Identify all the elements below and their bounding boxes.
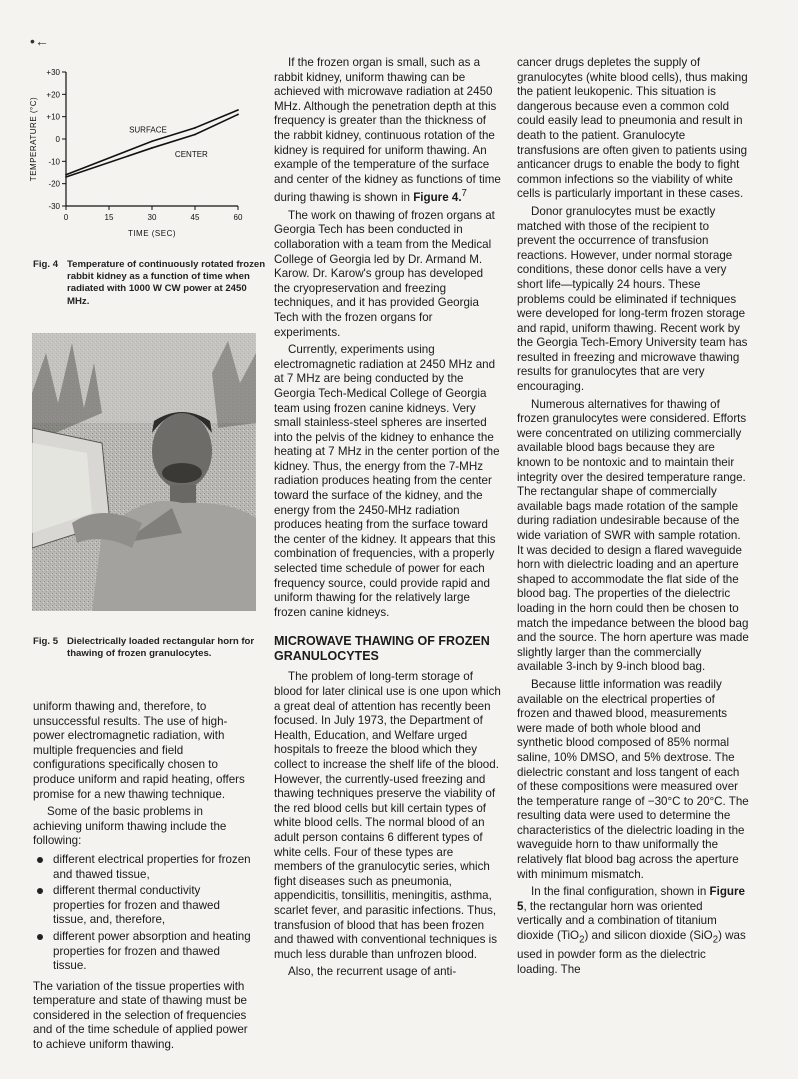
- x-axis-label: TIME (SEC): [127, 229, 177, 238]
- col3-p5-text-d: ) was used in powder form as the dielectric loading. The: [517, 929, 746, 976]
- list-item: different electrical properties for frozen and thawed tissue,: [33, 853, 255, 882]
- data-point: [194, 134, 196, 136]
- x-tick-label: 30: [147, 213, 157, 222]
- x-tick-label: 0: [63, 213, 69, 222]
- col1-paragraph-1: uniform thawing and, therefore, to unsuccessful results. The use of high-power electromagnetic radiation, with multiple frequencies and field configurations specifically chosen to produce uniform and rapid heating, offers promise for a new thawing technique.: [33, 700, 245, 801]
- col3-p5-text-a: In the final configuration, shown in: [531, 885, 707, 899]
- fig5-caption-text: Dielectrically loaded rectangular horn for thawing of frozen granulocytes.: [67, 636, 255, 660]
- horn-photo: [32, 333, 256, 611]
- figure-4-ref: Figure 4.: [413, 191, 462, 205]
- col3-paragraph-4: Because little information was readily available on the electrical properties of frozen and thawed blood, measurements were made of both whole blood and synthetic blood composed of 85% normal saline, 10% DMSO, and 5% dextrose. The dielectric constant and loss tangent of each of these compositions were measured over the temperature range of −30°C to 20°C. The resulting data were used to determine the characteristics of the dielectric loading in the waveguide horn to thaw uniformally the relatively flat blood bag across the aperture with minimum mismatch.: [517, 677, 749, 881]
- list-item: different thermal conductivity properties for frozen and thawed tissue, and, therefore,: [33, 884, 255, 928]
- x-tick-label: 15: [104, 213, 114, 222]
- x-tick-label: 60: [233, 213, 243, 222]
- y-tick-label: +30: [46, 68, 60, 77]
- data-point: [237, 114, 239, 116]
- problems-list: [33, 853, 255, 974]
- footnote-ref: 7: [461, 188, 467, 200]
- fig4-caption-text: Temperature of continuously rotated frozen rabbit kidney as a function of time when radiated with 1000 W CW power at 2450 MHz.: [67, 259, 266, 307]
- y-tick-label: -10: [48, 157, 60, 167]
- fig4-caption-label: Fig. 4: [33, 259, 59, 270]
- col3-paragraph-1: cancer drugs depletes the supply of granulocytes (white blood cells), thus making the patient leukopenic. This situation is dangerous because even a common cold could easily lead to pneumonia and result in death to the patient. Granulocyte transfusions are often given to patients using anticancer drugs to enable the body to fight common infections so the viability of white cells is particularly important in these cases.: [517, 56, 748, 201]
- col2-paragraph-4: The problem of long-term storage of blood for later clinical use is one upon which a great deal of attention has recently been focused. In July 1973, the Department of Health, Education, and Welfare urged hospitals to freeze the blood which they collect to increase the shelf life of the blood. However, the currently-used freezing and thawing techniques preserve the viability of the red blood cells but kill certain types of white blood cells. The normal blood of an adult person contains 6 different types of white cells. Four of these types are members of the granulocytic series, which fight diseases such as pneumonia, appendicitis, tonsillitis, meningitis, asthma, scarlet fever, and parasitic infections. Thus, transfusion of blood that has been frozen and thawed with conventional techniques is much less durable than unfrozen blood.: [274, 670, 501, 961]
- y-tick-label: 0: [55, 135, 60, 144]
- fig5-caption: [33, 636, 267, 660]
- col3-p5-text-b: , the rectangular horn was oriented vertically and a combination of titanium dioxide (TiO: [517, 899, 717, 943]
- temperature-chart: [26, 62, 256, 240]
- section-heading: MICROWAVE THAWING OF FROZEN GRANULOCYTES: [274, 634, 490, 664]
- col3-paragraph-3: Numerous alternatives for thawing of frozen granulocytes were considered. Efforts were concentrated on utilizing commercially available blood bags because they are known to be nontoxic and to maintain their integrity over the desired temperature range. The rectangular shape of commercially available bags made rotation of the sample during radiation undesirable because of the wide variation of SWR with sample rotation. It was decided to design a flared waveguide horn with dielectric loading and an aperture shaped to accommodate the flat side of the blood bag. The properties of the dielectric loading in the horn could then be chosen to match the impedance between the blood bag and the source. The horn aperture was made slightly larger than the commercially available 3-inch by 9-inch blood bag.: [517, 397, 749, 674]
- col2-paragraph-2: The work on thawing of frozen organs at Georgia Tech has been conducted in collaboration with a team from the Medical College of Georgia led by Dr. Armand M. Karow. Dr. Karow's group has developed the cryopreservation and freezing techniques, and it has provided Georgia Tech with the frozen organs for experiments.: [274, 208, 495, 339]
- col2-paragraph-5: Also, the recurrent usage of anti-: [288, 965, 457, 979]
- subscript-2: 2: [712, 934, 719, 946]
- y-tick-label: -20: [48, 179, 60, 189]
- y-tick-label: +10: [46, 112, 60, 122]
- col3-p5-text-c: ) and silicon dioxide (SiO: [584, 929, 713, 943]
- fig4-caption: [33, 259, 267, 308]
- y-tick-label: +20: [46, 90, 60, 100]
- figure-5-ref: Figure 5: [517, 885, 745, 913]
- series-label-surface: SURFACE: [129, 125, 167, 135]
- data-point: [237, 109, 239, 111]
- y-axis-label: TEMPERATURE (°C): [29, 96, 38, 182]
- data-point: [151, 147, 153, 149]
- col2-paragraph-3: Currently, experiments using electromagnetic radiation at 2450 MHz and at 7 MHz are being conducted by the Georgia Tech-Medical College of Georgia team using frozen canine kidneys. Very small stainless-steel spheres are inserted into the pelvis of the kidney to enhance the heating at 7 MHz in the center portion of the kidney. Thus, the energy from the 7-MHz radiation produces heating from the center toward the surface of the kidney, and the energy from the 2450-MHz radiation produces heating from the surface toward the center of the kidney. It appears that this combination of frequencies, with a properly selected time schedule of power for each frequency source, could provide rapid and uniform thawing for the relatively large frozen canine kidneys.: [274, 343, 500, 619]
- x-tick-label: 45: [190, 213, 200, 222]
- fig5-caption-label: Fig. 5: [33, 636, 59, 647]
- data-point: [151, 140, 153, 142]
- col1-paragraph-3: The variation of the tissue properties with temperature and state of thawing must be considered in the selection of frequencies and of the time schedule of applied power to achieve uniform thawing.: [33, 979, 248, 1052]
- series-line-surface: [66, 110, 238, 175]
- series-label-center: CENTER: [174, 149, 208, 159]
- col3-paragraph-2: Donor granulocytes must be exactly matched with those of the recipient to prevent the occurrence of transfusion reactions. However, under normal storage conditions, these donor cells have a very short life—typically 24 hours. These problems could be eliminated if techniques were developed for long-term frozen storage and rapid, uniform thawing. Recent work by the Georgia Tech-Emory University team has resulted in freezing and microwave thawing results for granulocytes that are very encouraging.: [517, 204, 748, 394]
- column-1: [33, 700, 255, 1053]
- col1-paragraph-2: Some of the basic problems in achieving uniform thawing include the following:: [33, 805, 227, 848]
- series-line-center: [66, 114, 238, 177]
- y-tick-label: -30: [48, 202, 60, 211]
- col3-paragraph-5: [517, 885, 749, 977]
- data-point: [194, 127, 196, 129]
- column-2: [274, 56, 502, 980]
- data-point: [65, 174, 67, 176]
- column-3: [517, 56, 749, 977]
- data-point: [65, 176, 67, 178]
- col2-paragraph-1: [274, 56, 502, 206]
- subscript-1: 2: [579, 934, 585, 946]
- corner-mark: •←: [30, 33, 49, 49]
- list-item: different power absorption and heating properties for frozen and thawed tissue.: [33, 930, 255, 974]
- col2-paragraph-1-text: If the frozen organ is small, such as a rabbit kidney, uniform thawing can be achieved with microwave radiation at 2450 MHz. Although the penetration depth at this frequency is greater than the thickness of the rabbit kidney, continuous rotation of the kidney is required for uniform thawing. An example of the temperature of the surface and center of the kidney as functions of time during thawing is shown in: [274, 56, 501, 205]
